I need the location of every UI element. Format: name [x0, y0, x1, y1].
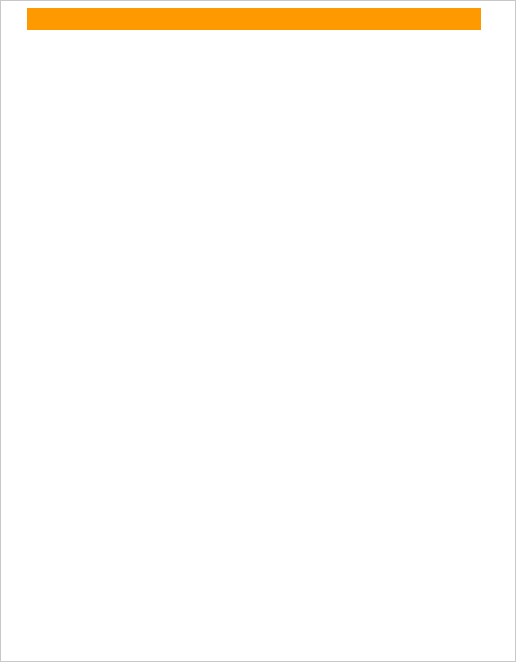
header-club	[276, 30, 386, 46]
header-date	[27, 30, 123, 46]
page-title	[27, 8, 481, 30]
header-formation	[123, 30, 188, 46]
header-categorie	[188, 30, 276, 46]
table-header	[27, 30, 481, 46]
header-commentaires	[386, 30, 481, 46]
